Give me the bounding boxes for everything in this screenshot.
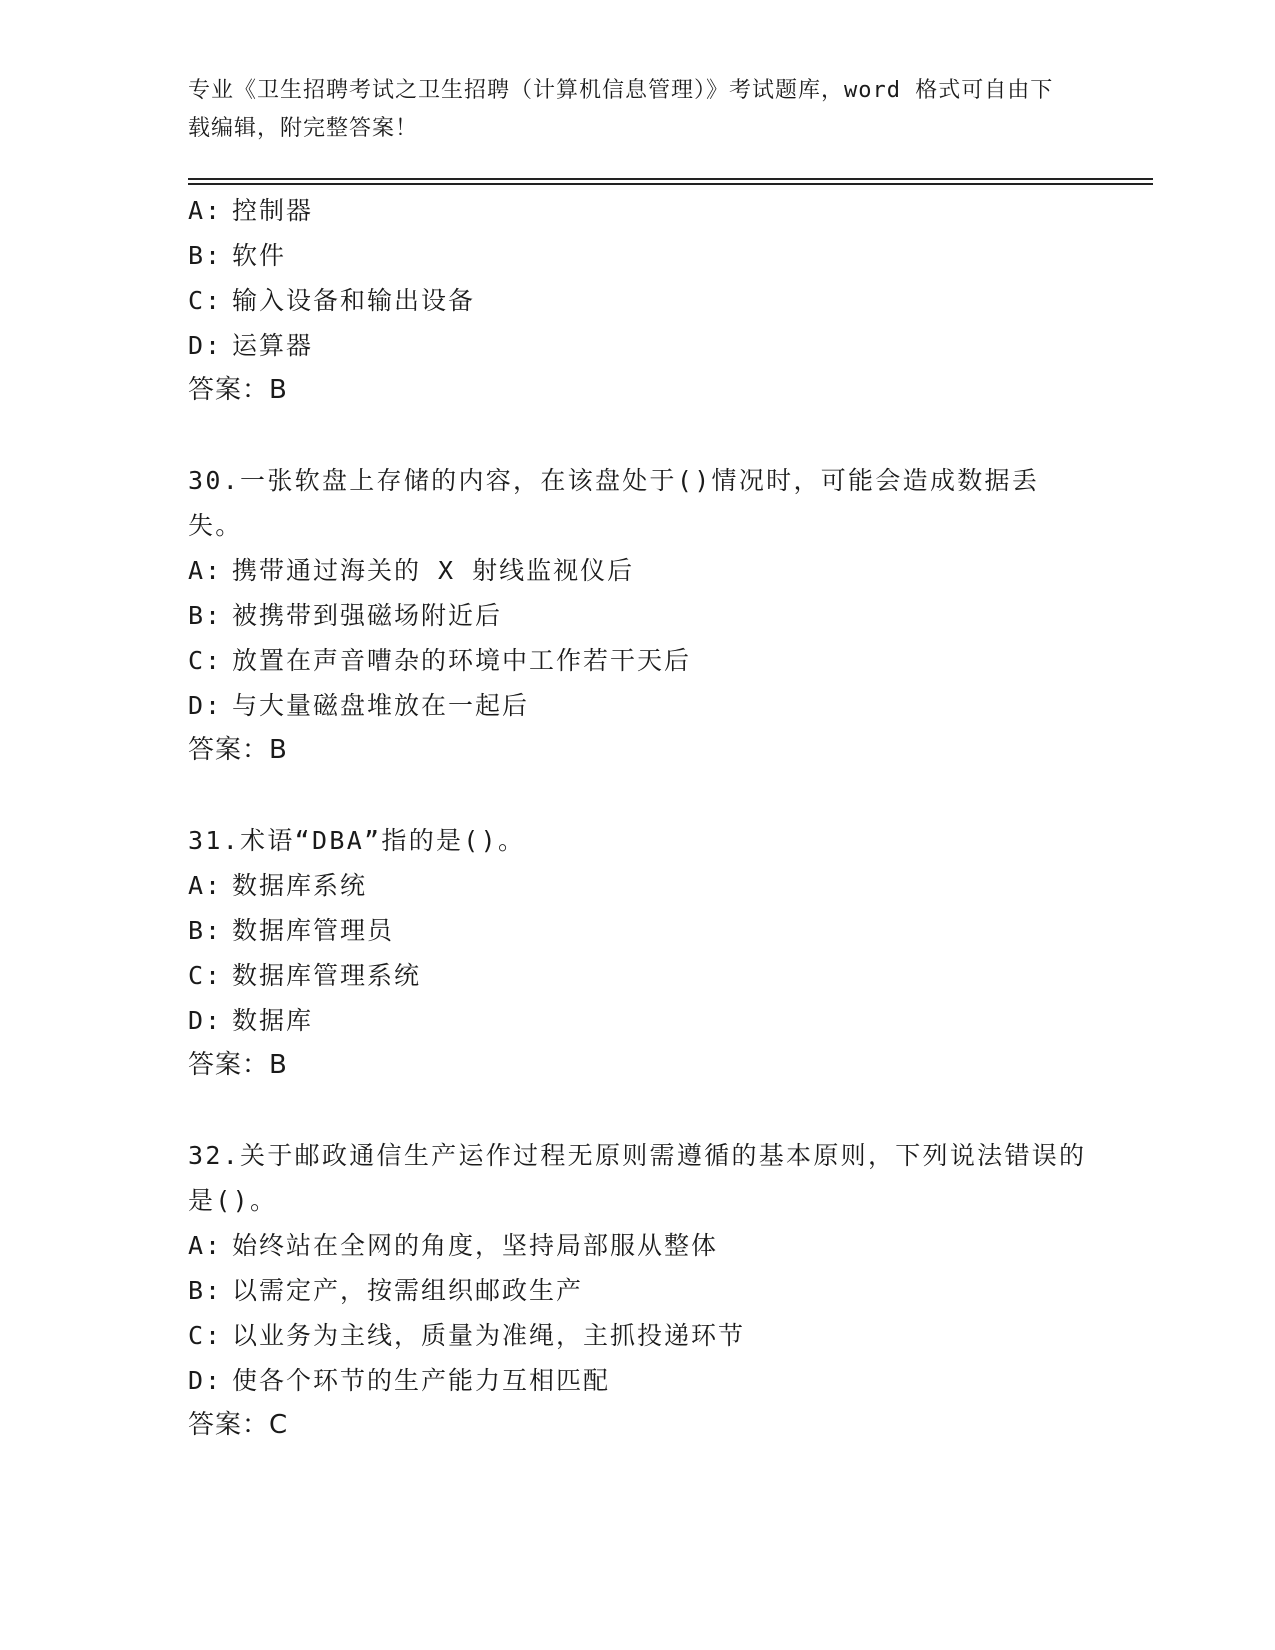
answer-line: 答案：B [188,735,288,765]
question-29-continued [188,188,1088,413]
question-list [188,188,1088,1448]
option-b: B: 被携带到强磁场附近后 [188,601,503,630]
option-b: B: 软件 [188,241,287,270]
option-a: A: 控制器 [188,196,314,225]
question-stem: 32.关于邮政通信生产运作过程无原则需遵循的基本原则，下列说法错误的是()。 [188,1141,1087,1215]
option-a: A: 始终站在全网的角度，坚持局部服从整体 [188,1231,719,1260]
option-d: D: 与大量磁盘堆放在一起后 [188,691,530,720]
option-b: B: 数据库管理员 [188,916,395,945]
option-b: B: 以需定产，按需组织邮政生产 [188,1276,584,1305]
answer-line: 答案：B [188,1050,288,1080]
option-d: D: 数据库 [188,1006,314,1035]
answer-line: 答案：C [188,1410,289,1440]
document-header: 专业《卫生招聘考试之卫生招聘（计算机信息管理）》考试题库，word 格式可自由下载编辑，附完整答案！ [188,78,1054,141]
question-32 [188,1133,1088,1448]
option-a: A: 数据库系统 [188,871,368,900]
question-stem: 30.一张软盘上存储的内容，在该盘处于()情况时，可能会造成数据丢失。 [188,466,1040,540]
option-d: D: 使各个环节的生产能力互相匹配 [188,1366,611,1395]
option-a: A: 携带通过海关的 X 射线监视仪后 [188,556,635,585]
option-c: C: 输入设备和输出设备 [188,286,476,315]
option-d: D: 运算器 [188,331,314,360]
answer-line: 答案：B [188,375,288,405]
header-divider-top [188,178,1153,180]
question-stem: 31.术语“DBA”指的是()。 [188,826,526,855]
option-c: C: 以业务为主线，质量为准绳，主抓投递环节 [188,1321,746,1350]
option-c: C: 数据库管理系统 [188,961,422,990]
option-c: C: 放置在声音嘈杂的环境中工作若干天后 [188,646,692,675]
question-31 [188,818,1088,1088]
header-divider-bottom [188,183,1153,185]
question-30 [188,458,1088,773]
